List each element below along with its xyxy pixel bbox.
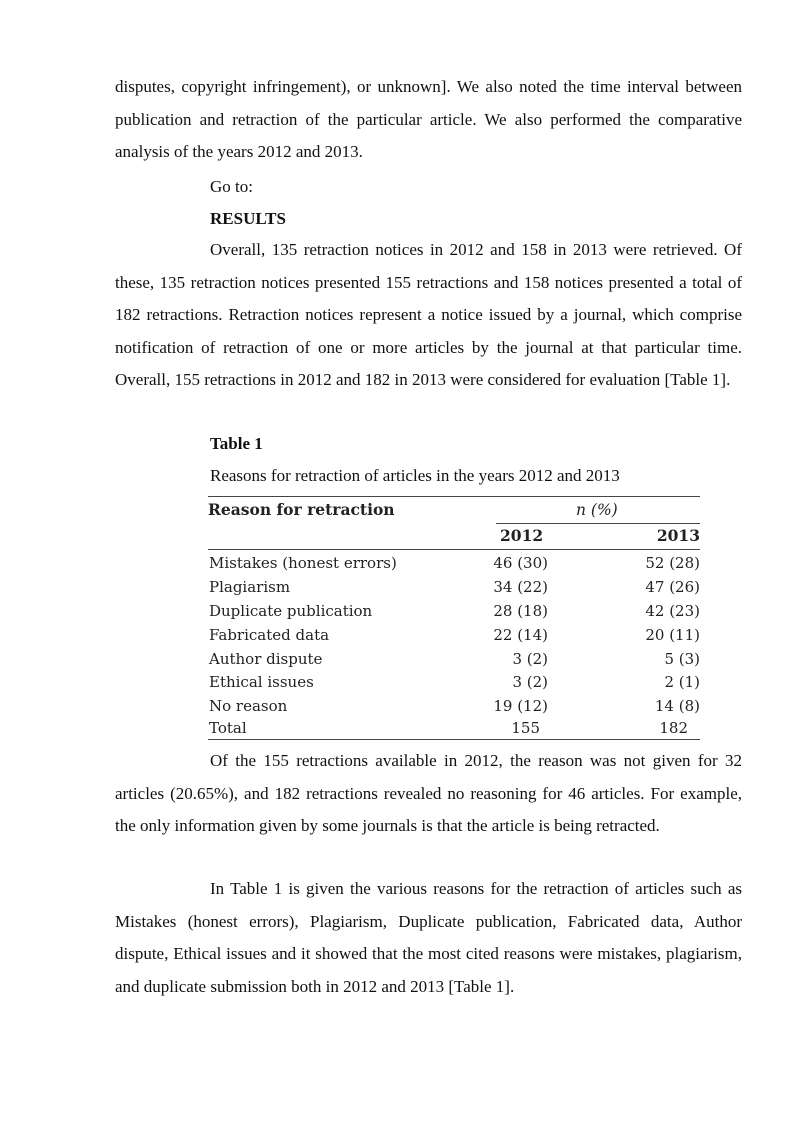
intro-paragraph: disputes, copyright infringement), or unknown]. We also noted the time interval between publication and retraction of the particular article. We also performed the comparative analysis of the years 2012 and 2013. — [115, 77, 742, 162]
header-n-percent: n (%) — [576, 501, 618, 519]
goto-link[interactable]: Go to: — [210, 177, 253, 196]
no-reason-paragraph: Of the 155 retractions available in 2012, the reason was not given for 32 articles (20.65%), and 182 retractions revealed no reasoning for 46 articles. For example, the only information given by some journals is that the article is being retracted. — [115, 751, 742, 836]
table-row-reason: Duplicate publication — [209, 602, 373, 620]
table-row-2012: 3 (2) — [512, 673, 548, 691]
table-row-reason: Plagiarism — [209, 578, 291, 596]
table-row-2013: 14 (8) — [654, 697, 700, 715]
table-caption: Reasons for retraction of articles in the years 2012 and 2013 — [210, 466, 620, 485]
header-2013: 2013 — [656, 526, 700, 545]
table-row-2013: 2 (1) — [664, 673, 700, 691]
table-row-2012: 28 (18) — [493, 602, 548, 620]
header-sub-rule — [496, 523, 700, 524]
header-bottom-rule — [208, 549, 700, 550]
table-row-2013: 42 (23) — [645, 602, 700, 620]
table-row-2013: 52 (28) — [645, 554, 700, 572]
table-row-2013: 47 (26) — [645, 578, 700, 596]
table-row-2012: 34 (22) — [493, 578, 548, 596]
table-row-2012: 19 (12) — [493, 697, 548, 715]
table-row-2012: 22 (14) — [493, 626, 548, 644]
table-row-2012: 3 (2) — [512, 650, 548, 668]
table-row-2013: 20 (11) — [645, 626, 700, 644]
table-label: Table 1 — [210, 434, 263, 453]
table-row-2013: 5 (3) — [664, 650, 700, 668]
table-bottom-rule — [208, 739, 700, 740]
table-row-reason: Ethical issues — [209, 673, 314, 691]
header-reason: Reason for retraction — [208, 500, 395, 519]
results-heading: RESULTS — [210, 209, 286, 228]
table-row-2013: 182 — [659, 719, 688, 737]
table-row-reason: Total — [209, 719, 247, 737]
table-row-2012: 46 (30) — [493, 554, 548, 572]
table-row-reason: Author dispute — [209, 650, 323, 668]
table-row-reason: Fabricated data — [209, 626, 330, 644]
header-2012: 2012 — [500, 526, 544, 545]
results-paragraph: Overall, 135 retraction notices in 2012 and 158 in 2013 were retrieved. Of these, 135 retraction notices presented 155 retractions and 158 notices presented a total of 182 retractions. Retraction notices represent a notice issued by a journal, which comprise notification of retraction of one or more articles by the journal at that particular time. Overall, 155 retractions in 2012 and 182 in 2013 were considered for evaluation [Table 1]. — [115, 240, 742, 390]
table-row-reason: Mistakes (honest errors) — [209, 554, 397, 572]
reasons-summary-paragraph: In Table 1 is given the various reasons for the retraction of articles such as Mistakes (honest errors), Plagiarism, Duplicate publication, Fabricated data, Author dispute, Ethical issues and it showed that the most cited reasons were mistakes, plagiarism, and duplicate submission both in 2012 and 2013 [Table 1]. — [115, 879, 742, 996]
table-top-rule — [208, 496, 700, 497]
table-row-reason: No reason — [209, 697, 288, 715]
table-row-2012: 155 — [511, 719, 540, 737]
